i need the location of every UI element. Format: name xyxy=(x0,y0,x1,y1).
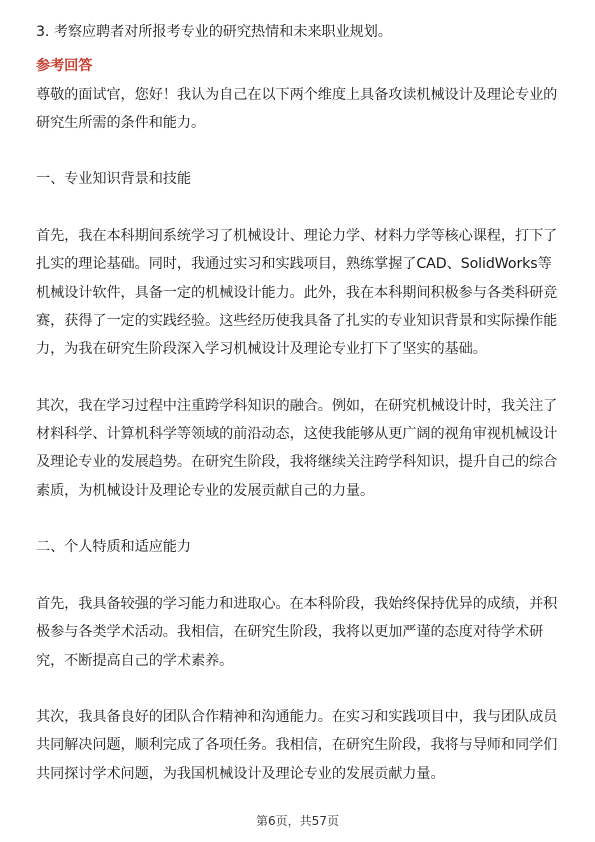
section2-title: 二、个人特质和适应能力 xyxy=(36,539,191,556)
section1-paragraph-2: 其次，我在学习过程中注重跨学科知识的融合。例如，在研究机械设计时，我关注了材料科学、计算机科学等领域的前沿动态，这使我能够从更广阔的视角审视机械设计及理论专业的发展趋势。在研究生阶段，我将继续关注跨学科知识，提升自己的综合素质，为机械设计及理论专业的发展贡献自己的力量。 xyxy=(36,397,558,499)
section2-paragraph-2: 其次，我具备良好的团队合作精神和沟通能力。在实习和实践项目中，我与团队成员共同解决问题，顺利完成了各项任务。我相信，在研究生阶段，我将与导师和同学们共同探讨学术问题，为我国机械设计及理论专业的发展贡献力量。 xyxy=(36,709,558,782)
question-text: 3. 考察应聘者对所报考专业的研究热情和未来职业规划。 xyxy=(36,24,392,40)
page-footer: 第6页，共57页 xyxy=(256,814,339,828)
intro-paragraph: 尊敬的面试官，您好！我认为自己在以下两个维度上具备攻读机械设计及理论专业的研究生所需的条件和能力。 xyxy=(36,86,558,131)
section1-paragraph-1: 首先，我在本科期间系统学习了机械设计、理论力学、材料力学等核心课程，打下了扎实的理论基础。同时，我通过实习和实践项目，熟练掌握了CAD、SolidWorks等机械设计软件，具备一定的机械设计能力。此外，我在本科期间积极参与各类科研竞赛，获得了一定的实践经验。这些经历使我具备了扎实的专业知识背景和实际操作能力，为我在研究生阶段深入学习机械设计及理论专业打下了坚实的基础。 xyxy=(36,228,558,358)
answer-heading: 参考回答 xyxy=(36,58,93,75)
page-content xyxy=(36,18,559,788)
section1-title: 一、专业知识背景和技能 xyxy=(36,171,191,188)
section2-paragraph-1: 首先，我具备较强的学习能力和进取心。在本科阶段，我始终保持优异的成绩，并积极参与各类学术活动。我相信，在研究生阶段，我将以更加严谨的态度对待学术研究，不断提高自己的学术素养。 xyxy=(36,595,558,669)
